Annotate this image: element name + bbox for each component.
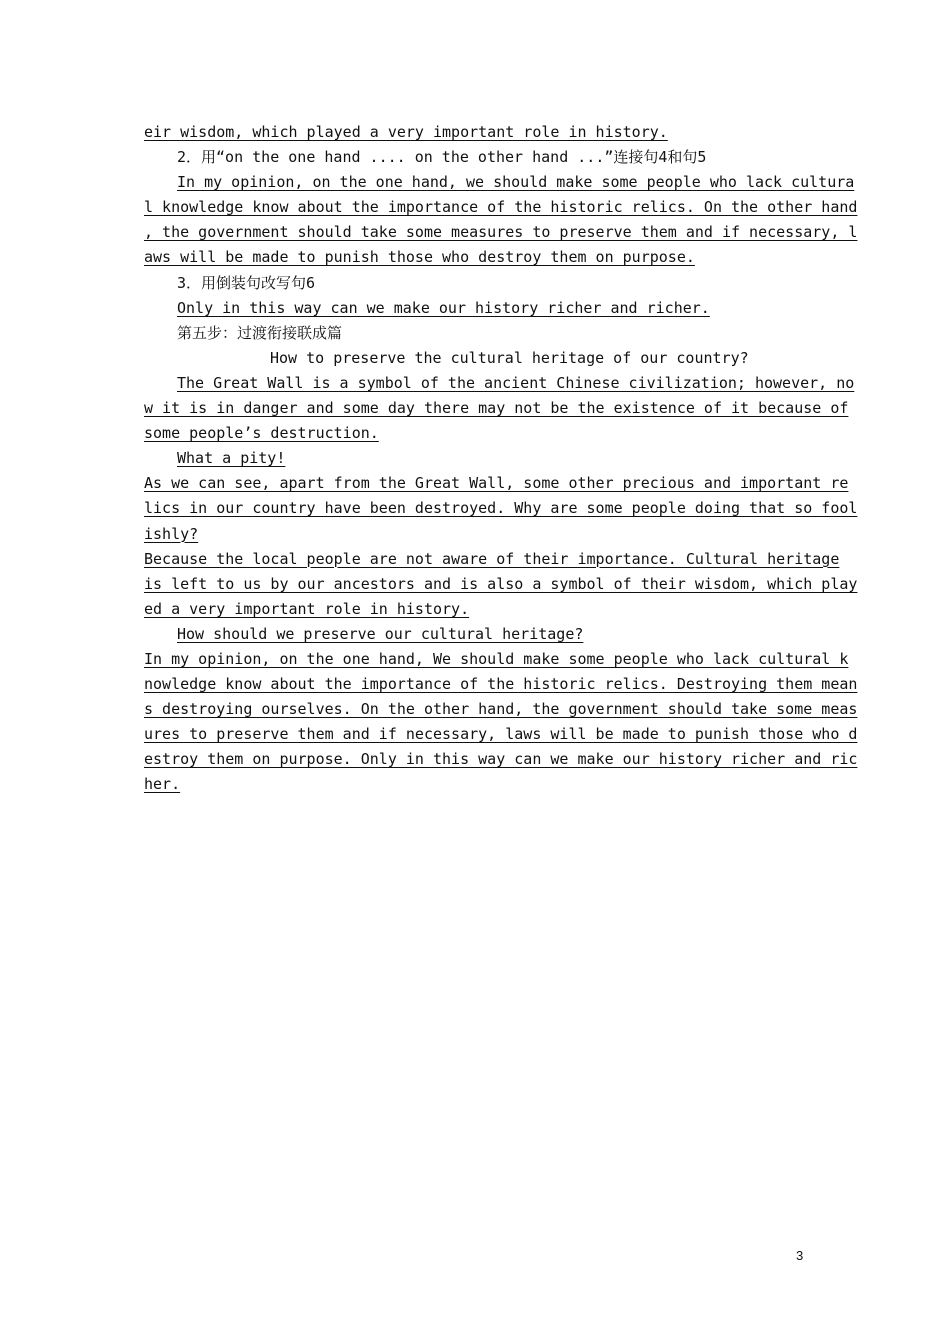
- text-line-content: 3．用倒装句改写句6: [177, 273, 316, 292]
- text-line-content: As we can see, apart from the Great Wall, some other precious and important re: [144, 474, 849, 493]
- text-line: [144, 396, 849, 421]
- text-line-content: aws will be made to punish those who destroy them on purpose.: [144, 248, 695, 267]
- text-line: [144, 522, 806, 547]
- text-line: [144, 496, 858, 521]
- text-line: [144, 145, 806, 170]
- text-line: [144, 647, 849, 672]
- text-line-content: eir wisdom, which played a very important role in history.: [144, 123, 668, 141]
- text-line: [144, 622, 806, 647]
- text-line-content: The Great Wall is a symbol of the ancient Chinese civilization; however, no: [177, 373, 855, 392]
- text-line-content: Only in this way can we make our history richer and richer.: [177, 298, 710, 317]
- text-line-content: l knowledge know about the importance of the historic relics. On the other hand: [144, 198, 858, 217]
- text-line: [144, 547, 840, 572]
- text-line-content: What a pity!: [177, 449, 286, 468]
- document-body: [144, 120, 858, 798]
- text-line-content: estroy them on purpose. Only in this way can we make our history richer and ric: [144, 750, 858, 769]
- text-line: [144, 722, 858, 747]
- text-line-content: s destroying ourselves. On the other hand, the government should take some meas: [144, 700, 858, 719]
- text-line: [144, 421, 806, 446]
- text-line: [144, 296, 806, 321]
- text-line-content: In my opinion, on the one hand, we should make some people who lack cultura: [177, 173, 855, 192]
- text-line-content: How to preserve the cultural heritage of our country?: [270, 348, 749, 367]
- text-line-content: Because the local people are not aware of their importance. Cultural heritage: [144, 549, 840, 568]
- text-line: [144, 471, 849, 496]
- text-line: [144, 772, 806, 797]
- text-line: [144, 672, 858, 697]
- text-line: [144, 271, 806, 296]
- text-line-content: ed a very important role in history.: [144, 599, 470, 618]
- page-number: 3: [796, 1248, 804, 1263]
- text-line-content: w it is in danger and some day there may not be the existence of it because of: [144, 399, 849, 418]
- text-line: [144, 572, 858, 597]
- text-line-content: ishly?: [144, 524, 199, 543]
- text-line-content: nowledge know about the importance of the historic relics. Destroying them mean: [144, 675, 858, 694]
- text-line: [144, 747, 858, 772]
- text-line: [144, 220, 858, 245]
- text-line: [144, 245, 806, 270]
- text-line-content: is left to us by our ancestors and is also a symbol of their wisdom, which play: [144, 574, 858, 593]
- text-line: [144, 446, 806, 471]
- text-line-content: How should we preserve our cultural heritage?: [177, 624, 584, 643]
- text-line: [144, 321, 806, 346]
- text-line: [144, 597, 806, 622]
- text-line-content: her.: [144, 775, 181, 794]
- text-line: [144, 170, 855, 195]
- text-line-content: 第五步：过渡衔接联成篇: [177, 323, 343, 342]
- text-line: [144, 346, 806, 371]
- text-line: [144, 371, 855, 396]
- text-line-content: ures to preserve them and if necessary, laws will be made to punish those who d: [144, 725, 858, 744]
- text-line: [144, 697, 858, 722]
- text-line-content: lics in our country have been destroyed. Why are some people doing that so fool: [144, 499, 858, 518]
- text-line: [144, 195, 858, 220]
- text-line-content: , the government should take some measures to preserve them and if necessary, l: [144, 223, 858, 242]
- text-line-content: 2．用“on the one hand .... on the other hand ...”连接句4和句5: [177, 148, 707, 167]
- text-line-content: In my opinion, on the one hand, We should make some people who lack cultural k: [144, 649, 849, 668]
- text-line-content: some people’s destruction.: [144, 424, 379, 443]
- text-line: [144, 120, 806, 145]
